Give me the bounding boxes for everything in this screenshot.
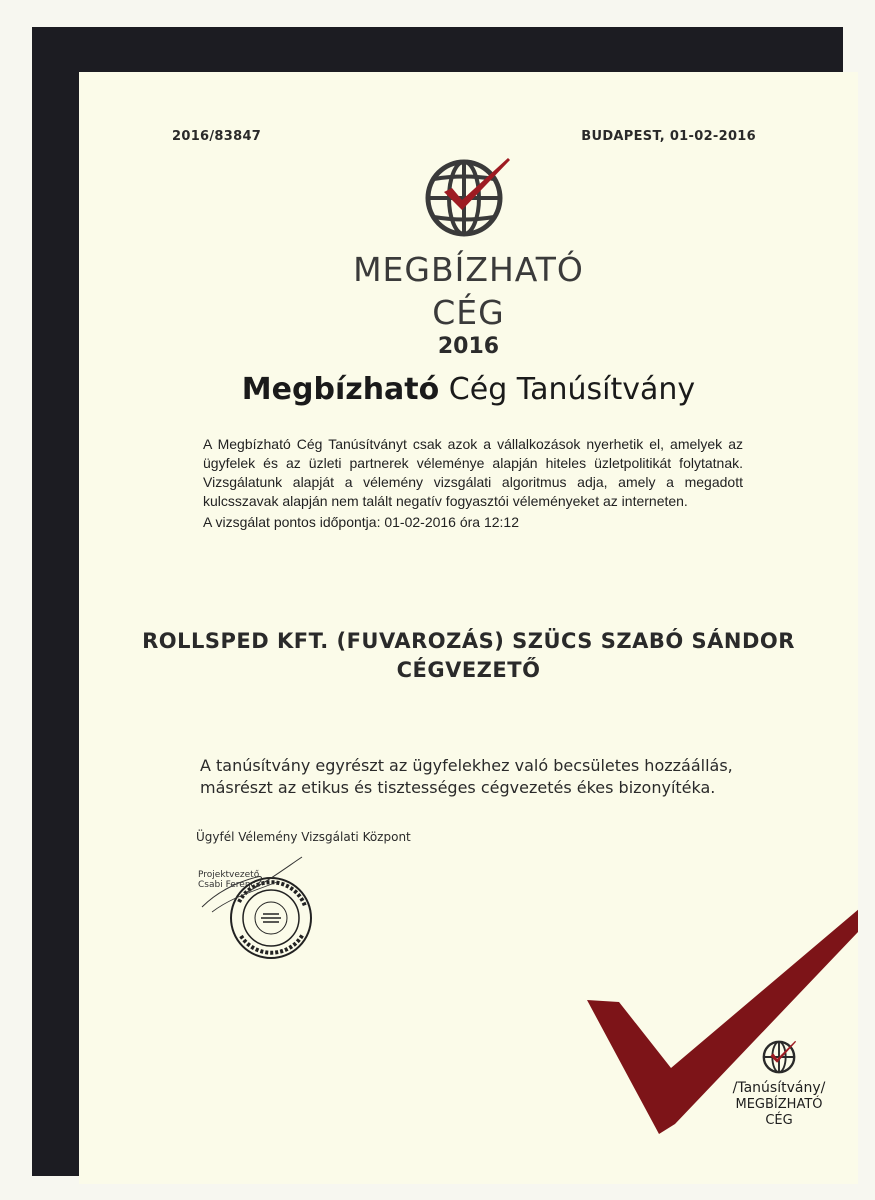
badge-line-1: /Tanúsítvány/ bbox=[732, 1080, 826, 1096]
signer-title: Projektvezető bbox=[198, 870, 260, 880]
brand-line-1: MEGBÍZHATÓ bbox=[353, 250, 584, 289]
company-line-1: ROLLSPED KFT. (FUVAROZÁS) SZÜCS SZABÓ SÁNDOR bbox=[142, 629, 795, 653]
signer-name: Csabi Ferenc bbox=[198, 880, 256, 890]
issuer-center-name: Ügyfél Vélemény Vizsgálati Központ bbox=[196, 830, 411, 844]
badge-globe-icon bbox=[760, 1038, 798, 1076]
statement bbox=[200, 755, 740, 799]
place-date: BUDAPEST, 01-02-2016 bbox=[581, 129, 756, 144]
statement-line-1: A tanúsítvány egyrészt az ügyfelekhez való becsületes hozzáállás, bbox=[200, 756, 733, 775]
title-rest: Cég Tanúsítvány bbox=[439, 372, 696, 407]
description-paragraph: A Megbízható Cég Tanúsítványt csak azok a vállalkozások nyerhetik el, amelyek az ügyfelek és az üzleti partnerek véleménye alapján hiteles üzletpolitikát folytatnak. Vizsgálatunk alapját a vélemény vizsgálati algoritmus adja, amely a megadott kulcsszavak alapján nem talált negatív fogyasztói véleményeket az interneten. bbox=[203, 436, 743, 509]
certificate-frame bbox=[32, 27, 843, 1176]
inspection-time: A vizsgálat pontos időpontja: 01-02-2016 óra 12:12 bbox=[203, 514, 520, 530]
statement-line-2: másrészt az etikus és tisztességes cégvezetés ékes bizonyítéka. bbox=[200, 778, 716, 797]
certificate-badge bbox=[719, 1038, 839, 1129]
company-name bbox=[79, 627, 858, 685]
badge-line-2: MEGBÍZHATÓ bbox=[735, 1097, 823, 1112]
certificate-paper bbox=[79, 72, 858, 1184]
certificate-title bbox=[79, 372, 858, 407]
brand-year: 2016 bbox=[437, 334, 500, 359]
description bbox=[203, 435, 743, 532]
company-line-2: CÉGVEZETŐ bbox=[396, 658, 541, 682]
globe-check-icon bbox=[422, 152, 512, 242]
handwritten-signature bbox=[197, 852, 307, 922]
badge-line-3: CÉG bbox=[765, 1113, 793, 1128]
reference-number: 2016/83847 bbox=[172, 129, 262, 144]
brand-line-2: CÉG bbox=[432, 293, 505, 332]
title-bold: Megbízható bbox=[241, 372, 440, 407]
